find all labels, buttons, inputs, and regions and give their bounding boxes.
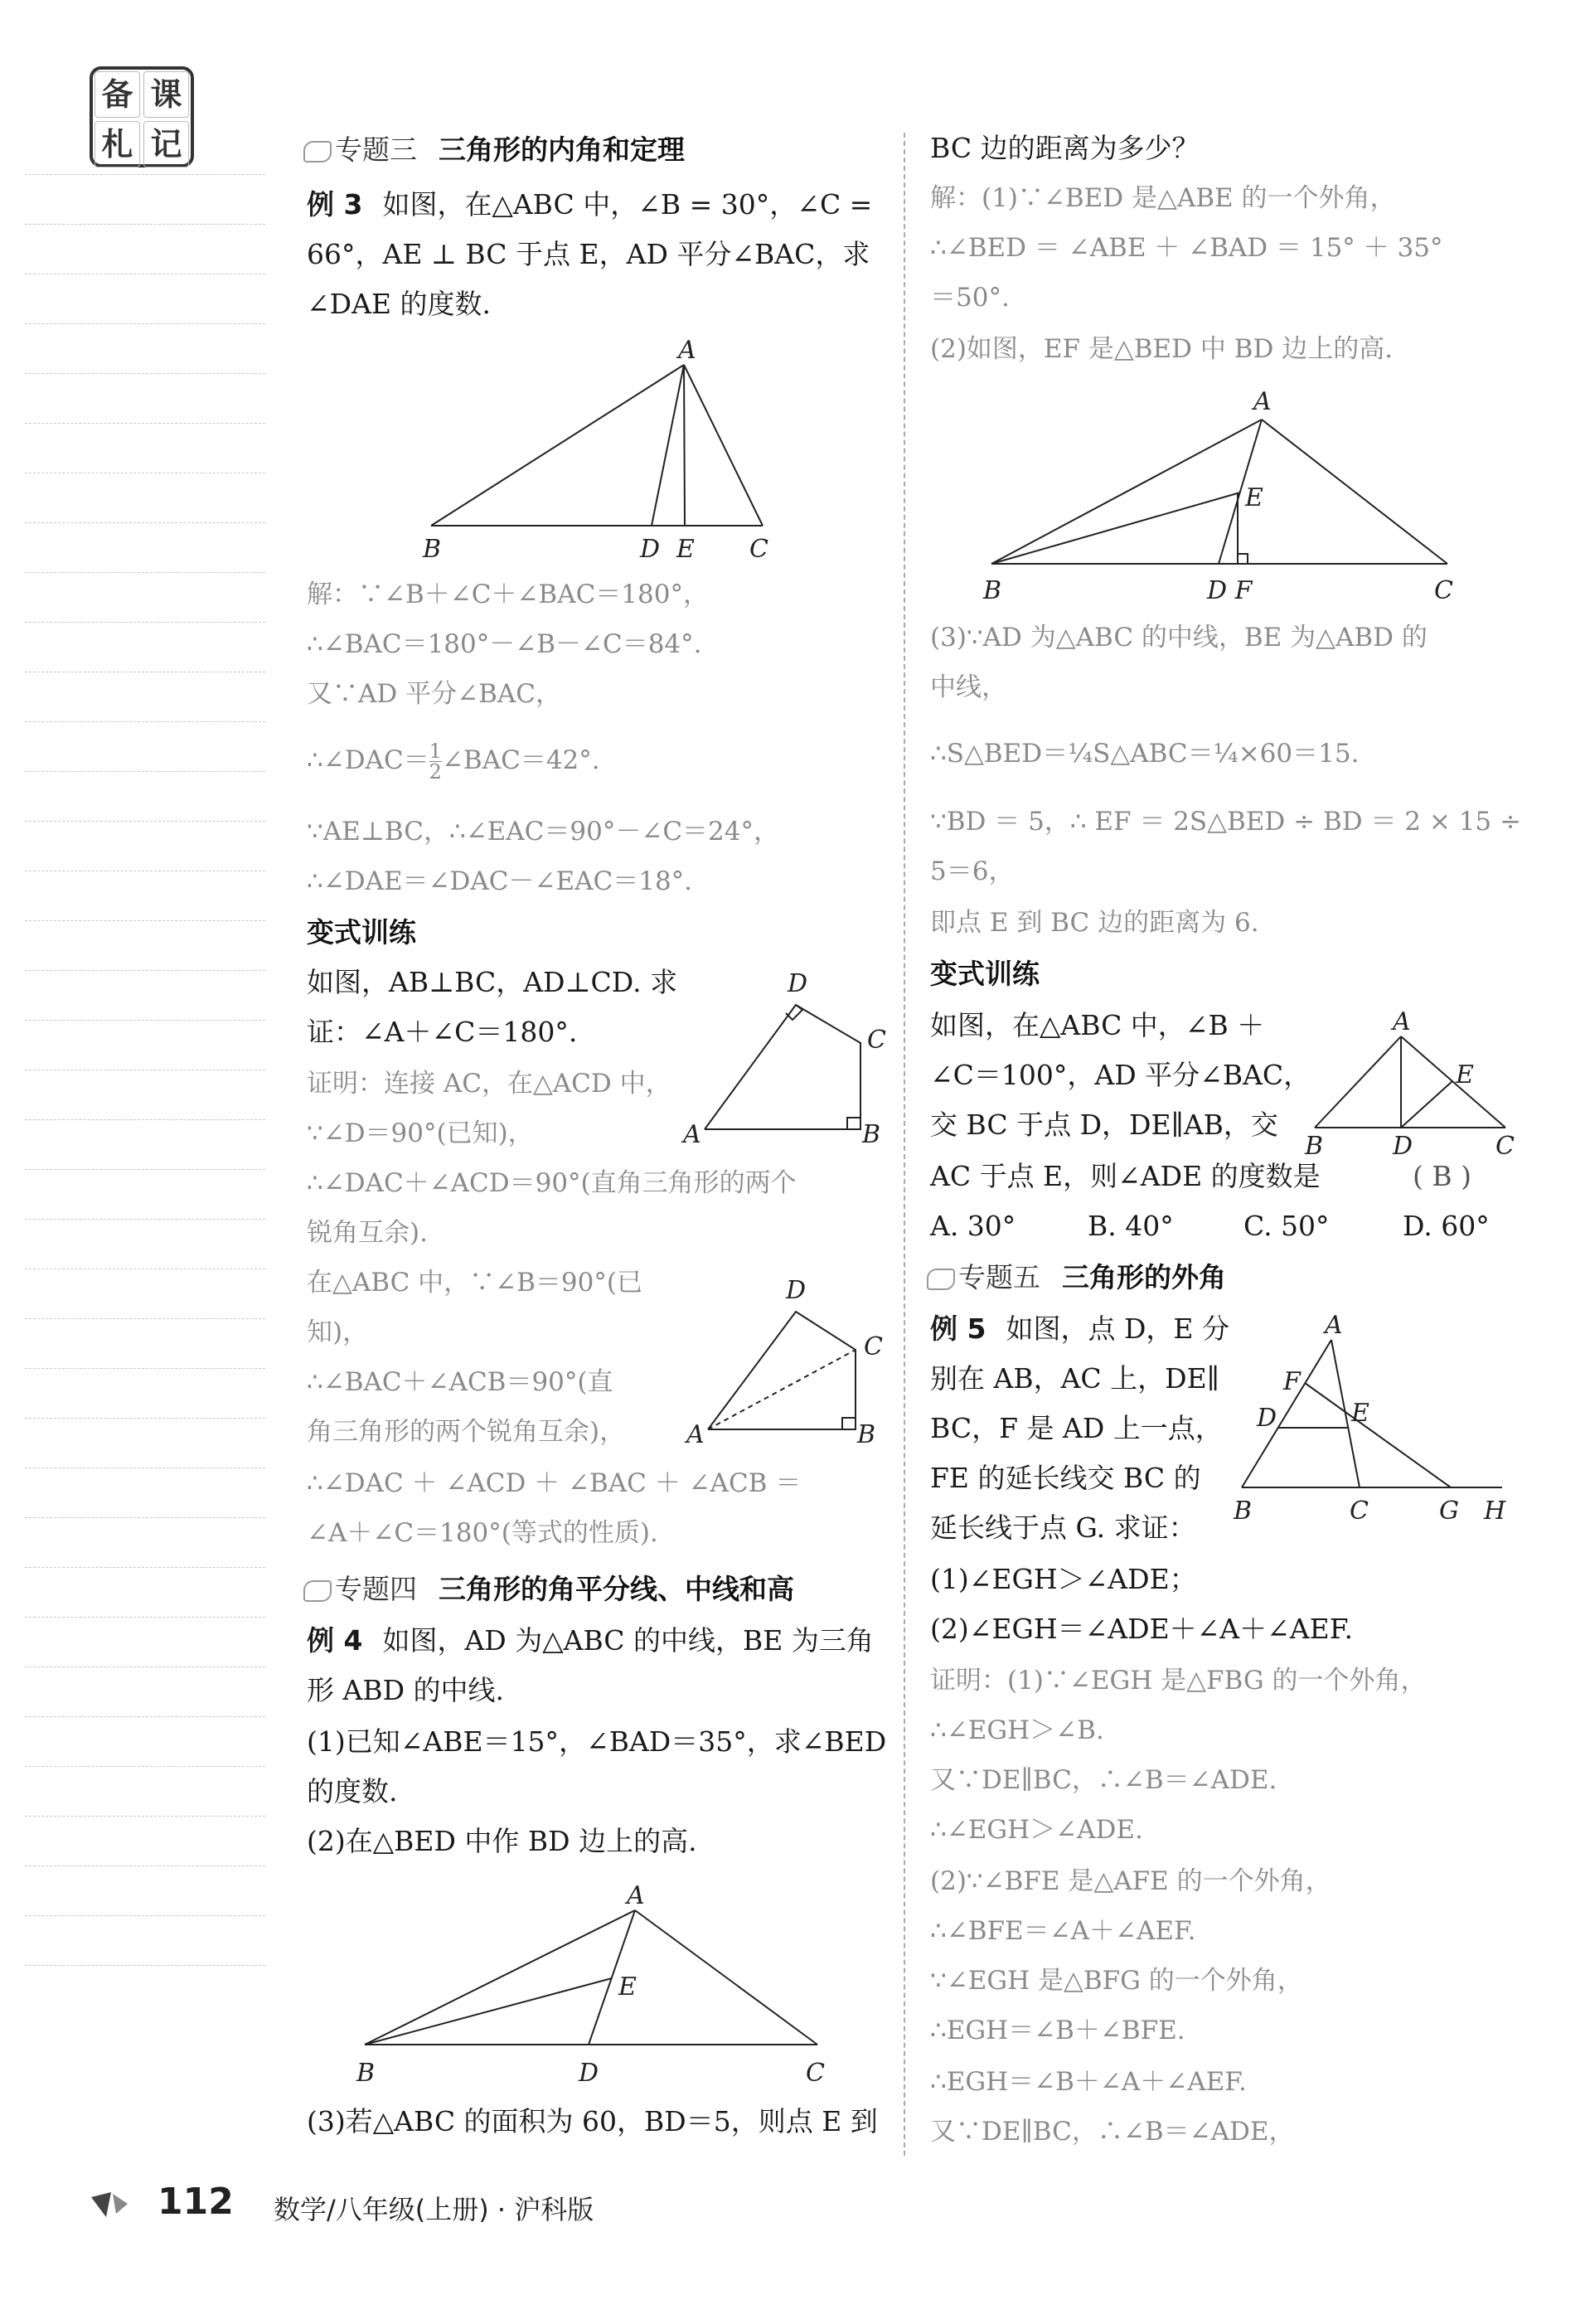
page-number: 112 xyxy=(158,2181,234,2223)
label-b: B xyxy=(857,1420,876,1449)
label-a: A xyxy=(1393,1007,1411,1036)
proof-line: ∴∠DAC ＋ ∠ACD ＋ ∠BAC ＋ ∠ACB ＝ xyxy=(307,1468,802,1498)
solution-line: ∴∠BAC＝180°－∠B－∠C＝84°. xyxy=(307,629,702,659)
proof-line: ∠A＋∠C＝180°(等式的性质). xyxy=(307,1518,658,1548)
book-title: 数学/八年级(上册) · 沪科版 xyxy=(274,2194,594,2225)
example-4-line xyxy=(307,1622,874,1660)
example-4-line: (1)已知∠ABE＝15°，∠BAD＝35°，求∠BED xyxy=(307,1725,887,1758)
label-b: B xyxy=(423,535,442,564)
solution-line: 5＝6， xyxy=(930,856,1015,886)
proof-line: 又∵DE∥BC，∴∠B＝∠ADE， xyxy=(930,2117,1295,2147)
variant-question-line: 证：∠A＋∠C＝180°. xyxy=(307,1016,578,1048)
solution-line xyxy=(307,741,600,782)
example-5-line: 延长线于点 G. 求证： xyxy=(930,1511,1196,1544)
figure-quadrilateral-with-diagonal xyxy=(680,1269,895,1459)
example-label: 例 5 xyxy=(930,1312,986,1345)
topic-title: 三角形的外角 xyxy=(1062,1261,1226,1293)
example-3-line: 66°，AE ⊥ BC 于点 E，AD 平分∠BAC，求 xyxy=(307,238,870,270)
example-5-line xyxy=(930,1310,1229,1348)
label-df: D F xyxy=(1207,576,1253,605)
option-b: B. 40° xyxy=(1088,1210,1174,1242)
question-text: 如图，点 D，E 分 xyxy=(1006,1312,1229,1345)
example-4-line: (3)若△ABC 的面积为 60，BD＝5，则点 E 到 xyxy=(307,2105,878,2137)
proof-line: 角三角形的两个锐角互余)， xyxy=(307,1417,626,1447)
proof-line: ∴∠BFE＝∠A＋∠AEF. xyxy=(930,1916,1196,1946)
example-3-line xyxy=(307,186,872,224)
solution-line: 中线， xyxy=(930,672,1007,702)
stamp-char: 课 xyxy=(143,71,189,118)
label-b: B xyxy=(1305,1132,1324,1161)
label-d: D xyxy=(640,535,661,564)
label-e: E xyxy=(1456,1060,1474,1089)
variant-question-line: 如图，在△ABC 中，∠B ＋ xyxy=(930,1009,1265,1041)
label-h: H xyxy=(1484,1497,1506,1526)
example-label: 例 3 xyxy=(307,188,363,221)
label-b: B xyxy=(862,1120,881,1149)
solution-line: 又∵AD 平分∠BAC， xyxy=(307,679,561,709)
proof-line: ∵∠EGH 是△BFG 的一个外角， xyxy=(930,1966,1303,1996)
proof-line: 又∵DE∥BC，∴∠B＝∠ADE. xyxy=(930,1765,1277,1795)
label-e: E xyxy=(676,535,695,564)
solution-line: (2)如图，EF 是△BED 中 BD 边上的高. xyxy=(930,334,1394,364)
column-divider xyxy=(904,133,905,2156)
example-4-line: 的度数. xyxy=(307,1775,398,1807)
solution-line: 即点 E 到 BC 边的距离为 6. xyxy=(930,908,1259,938)
topic-tag: 专题三 xyxy=(303,133,417,166)
figure-triangle-abc-ex4 xyxy=(348,1866,846,2106)
proof-line: ∴EGH＝∠B＋∠A＋∠AEF. xyxy=(930,2067,1247,2097)
proof-line: ∴∠EGH＞∠ADE. xyxy=(930,1815,1143,1845)
proof-line: 在△ABC 中，∵∠B＝90°(已 xyxy=(307,1268,642,1298)
label-e: E xyxy=(1351,1399,1369,1428)
denominator: 2 xyxy=(429,760,442,784)
label-a: A xyxy=(1253,387,1272,416)
label-c: C xyxy=(867,1026,886,1055)
proof-line: 知)， xyxy=(307,1317,369,1347)
figure-triangle-ex5 xyxy=(1227,1310,1525,1526)
fraction xyxy=(429,741,442,782)
example-4-line: (2)在△BED 中作 BD 边上的高. xyxy=(307,1825,697,1857)
label-c: C xyxy=(806,2059,825,2088)
solution-line: ∵BD ＝ 5，∴ EF ＝ 2S△BED ÷ BD ＝ 2 × 15 ÷ xyxy=(930,807,1521,837)
label-d: D xyxy=(786,1276,807,1305)
example-4-line: BC 边的距离为多少？ xyxy=(930,132,1200,164)
proof-line: (2)∵∠BFE 是△AFE 的一个外角， xyxy=(930,1866,1331,1896)
topic-3-heading xyxy=(303,131,685,169)
topic-tag: 专题四 xyxy=(303,1573,417,1605)
label-b: B xyxy=(356,2059,376,2088)
answer-choice: ( B ) xyxy=(1413,1160,1471,1192)
label-e: E xyxy=(1245,483,1263,512)
topic-tag: 专题五 xyxy=(927,1261,1040,1293)
example-3-line: ∠DAE 的度数. xyxy=(307,288,492,320)
label-c: C xyxy=(1350,1497,1369,1526)
label-d: D xyxy=(1257,1404,1277,1433)
notes-ruled-lines xyxy=(25,174,265,2015)
variant-training-heading: 变式训练 xyxy=(307,916,416,949)
label-a: A xyxy=(683,1120,701,1149)
variant-question-line: AC 于点 E，则∠ADE 的度数是 xyxy=(930,1160,1321,1192)
figure-triangle-variant-2 xyxy=(1302,1003,1525,1169)
figure-triangle-abc-ex3 xyxy=(414,340,788,572)
option-c: C. 50° xyxy=(1243,1210,1330,1242)
topic-4-heading xyxy=(303,1570,794,1608)
proof-line: 锐角互余). xyxy=(307,1218,428,1248)
proof-line: ∴∠EGH＞∠B. xyxy=(930,1715,1104,1745)
solution-line: ∴S△BED＝¼S△ABC＝¼×60＝15. xyxy=(930,739,1360,769)
solution-line: ∵AE⊥BC，∴∠EAC＝90°－∠C＝24°， xyxy=(307,817,779,847)
variant-question-line: 交 BC 于点 D，DE∥AB，交 xyxy=(930,1109,1278,1141)
variant-question-line: 如图，AB⊥BC，AD⊥CD. 求 xyxy=(307,966,678,998)
notes-stamp xyxy=(90,66,194,167)
solution-line: ∴∠BED ＝ ∠ABE ＋ ∠BAD ＝ 15° ＋ 35° xyxy=(930,233,1443,263)
example-5-line: 别在 AB，AC 上，DE∥ xyxy=(930,1362,1219,1395)
example-5-line: BC，F 是 AD 上一点， xyxy=(930,1412,1223,1444)
example-4-line: 形 ABD 的中线. xyxy=(307,1674,505,1706)
footer-ornament-icon xyxy=(83,2189,133,2222)
proof-line: 证明：连接 AC，在△ACD 中， xyxy=(307,1069,671,1099)
solution-line: 解：∵∠B＋∠C＋∠BAC＝180°， xyxy=(307,580,709,609)
label-c: C xyxy=(864,1332,883,1361)
label-a: A xyxy=(686,1420,705,1449)
proof-line: ∴∠BAC＋∠ACB＝90°(直 xyxy=(307,1367,613,1397)
label-d: D xyxy=(579,2059,599,2088)
option-d: D. 60° xyxy=(1403,1210,1490,1242)
label-d: D xyxy=(1393,1132,1413,1161)
label-c: C xyxy=(1495,1132,1515,1161)
topic-5-heading xyxy=(927,1259,1226,1297)
label-c: C xyxy=(749,535,768,564)
solution-line: ∴∠DAE＝∠DAC－∠EAC＝18°. xyxy=(307,866,693,896)
label-f: F xyxy=(1283,1367,1301,1396)
stamp-char: 备 xyxy=(95,71,140,118)
stamp-char: 札 xyxy=(95,121,140,167)
numerator: 1 xyxy=(429,740,442,763)
solution-line: ＝50°. xyxy=(930,283,1010,313)
label-d: D xyxy=(788,969,808,998)
proof-line: ∵∠D＝90°(已知)， xyxy=(307,1118,534,1148)
topic-title: 三角形的内角和定理 xyxy=(439,133,685,166)
label-a: A xyxy=(627,1881,645,1910)
solution-line: (3)∵AD 为△ABC 的中线，BE 为△ABD 的 xyxy=(930,623,1428,653)
proof-line: ∴∠DAC＋∠ACD＝90°(直角三角形的两个 xyxy=(307,1168,797,1198)
solution-text: ∠BAC＝42°. xyxy=(441,745,600,775)
variant-question-line: ∠C＝100°，AD 平分∠BAC， xyxy=(930,1059,1311,1091)
example-label: 例 4 xyxy=(307,1624,363,1657)
label-e: E xyxy=(618,1972,637,2001)
label-b: B xyxy=(1234,1497,1253,1526)
option-a: A. 30° xyxy=(930,1210,1016,1242)
variant-training-heading: 变式训练 xyxy=(930,958,1040,990)
label-g: G xyxy=(1439,1497,1459,1526)
example-5-line: FE 的延长线交 BC 的 xyxy=(930,1462,1201,1494)
question-text: 如图，AD 为△ABC 的中线，BE 为三角 xyxy=(382,1624,874,1657)
solution-text: ∴∠DAC＝ xyxy=(307,745,429,775)
example-5-line: (1)∠EGH＞∠ADE； xyxy=(930,1563,1197,1595)
label-b: B xyxy=(983,576,1002,605)
label-c: C xyxy=(1434,576,1453,605)
figure-triangle-with-altitude xyxy=(970,381,1484,614)
label-a: A xyxy=(1325,1311,1343,1340)
label-a: A xyxy=(678,340,696,365)
stamp-char: 记 xyxy=(143,121,189,167)
topic-title: 三角形的角平分线、中线和高 xyxy=(439,1573,794,1605)
solution-line: 解：(1)∵∠BED 是△ABE 的一个外角， xyxy=(930,183,1396,213)
proof-line: 证明：(1)∵∠EGH 是△FBG 的一个外角， xyxy=(930,1666,1427,1696)
figure-quadrilateral-abcd xyxy=(680,962,895,1152)
example-5-line: (2)∠EGH＝∠ADE＋∠A＋∠AEF. xyxy=(930,1613,1353,1645)
question-text: 如图，在△ABC 中，∠B = 30°，∠C = xyxy=(382,188,873,221)
proof-line: ∴EGH＝∠B＋∠BFE. xyxy=(930,2016,1185,2045)
